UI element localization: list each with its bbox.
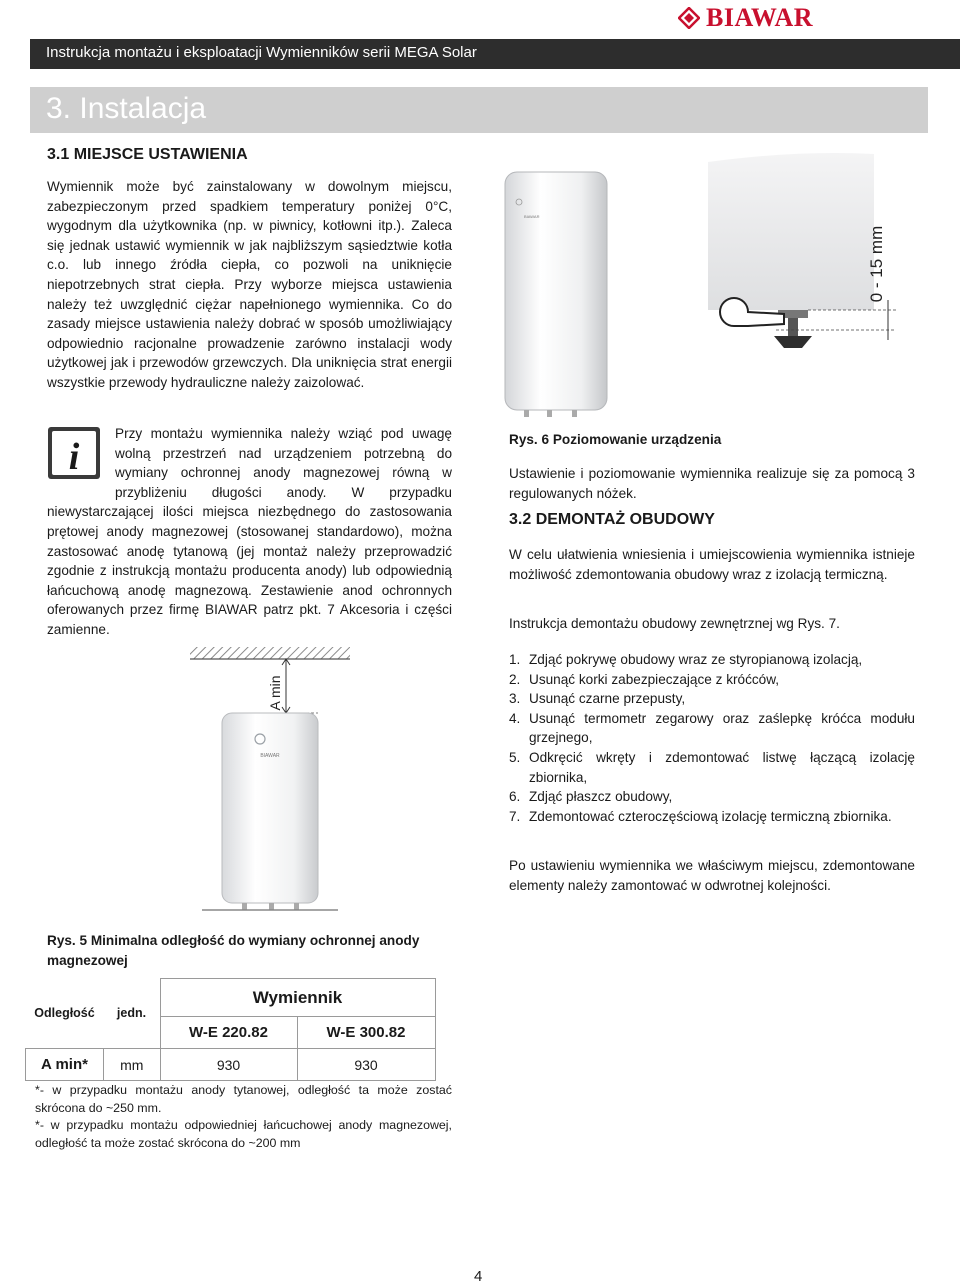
instruction-text: Instrukcja demontażu obudowy zewnętrznej wg Rys. 7. (509, 616, 840, 631)
disassembly-text: W celu ułatwienia wniesienia i umiejscowienia wymiennika istnieje możliwość zdemontowania obudowy wraz z izolacją termiczną. (509, 547, 915, 582)
section-title: 3. Instalacja (46, 92, 207, 125)
instruction-paragraph (509, 614, 915, 634)
tank-body (505, 172, 607, 410)
info-icon-letter: i (68, 436, 80, 478)
closing-paragraph (509, 856, 915, 895)
section-band (30, 87, 928, 133)
closing-text: Po ustawieniu wymiennika we właściwym miejscu, zdemontowane elementy należy zamontować w odwrotnej kolejności. (509, 858, 915, 893)
figure-5-caption: Rys. 5 Minimalna odległość do wymiany ochronnej anody magnezowej (47, 933, 420, 968)
page-number: 4 (474, 1268, 483, 1285)
placement-text: Wymiennik może być zainstalowany w dowolnym miejscu, zabezpieczonym przed spadkiem temperatury poniżej 0°C, wygodnym dla użytkownika (np. w piwnicy, kotłowni itp.). Zaleca się jednak ustawić wymiennik w jak najbliższym sąsiedztwie kotła c.o. lub innego źródła ciepła, co pozwoli na uniknięcie niepotrzebnych strat ciepła. Przy wyborze miejsca ustawienia należy też uwzględnić ciężar napełnionego wymiennika. Co do zasady miejsce ustawienia należy dobrać w sposób umożliwiający odpowiednio racjonalne prowadzenie zarówno instalacji wody użytkowej jak i przewodów grzewczych. Dla uniknięcia strat energii wszystkie przewody hydrauliczne należy zaizolować. (47, 179, 452, 390)
foot-screw (788, 318, 798, 336)
disassembly-paragraph (509, 545, 915, 584)
info-note (47, 424, 452, 640)
tank-brand-label: BIAWAR (260, 753, 280, 759)
list-item: 6. Zdjąć płaszcz obudowy, (509, 789, 673, 805)
list-item: 3. Usunąć czarne przepusty, (509, 691, 686, 707)
group-header: Wymiennik (160, 979, 435, 1017)
row-unit: mm (104, 1049, 161, 1081)
figure-5-anode-clearance (190, 645, 350, 920)
model-2-header: W-E 300.82 (297, 1017, 435, 1049)
footnote-titanium: *- w przypadku montażu anody tytanowej, odległość ta może zostać skrócona do ~250 mm. (35, 1083, 452, 1115)
figure-6-caption (509, 432, 721, 447)
biawar-logo (678, 4, 868, 32)
section-3-2-heading: 3.2 DEMONTAŻ OBUDOWY (509, 511, 715, 528)
list-item: 7. Zdemontować czteroczęściową izolację termiczną zbiornika. (509, 808, 892, 824)
model-1-header: W-E 220.82 (160, 1017, 297, 1049)
row-value-2: 930 (297, 1049, 435, 1081)
col-unit-header: jedn. (116, 1006, 147, 1021)
list-item: 2. Usunąć korki zabezpieczające z króćców, (509, 671, 780, 687)
tank-body (222, 713, 318, 903)
document-header-bar (30, 39, 960, 69)
a-min-label: A min (267, 675, 283, 711)
anode-clearance-table (25, 978, 436, 1081)
section-3-1-heading: 3.1 MIEJSCE USTAWIENIA (47, 146, 248, 163)
list-item: 5. Odkręcić wkręty i zdemontować listwę łączącą izolację zbiornika, (509, 749, 915, 785)
brand-name: BIAWAR (706, 3, 814, 32)
figure-6-caption-label: Rys. 6 (509, 432, 550, 447)
diamond-logo-icon (678, 7, 700, 29)
footnote-chain: *- w przypadku montażu odpowiedniej łańcuchowej anody magnezowej, odległość ta może zostać skrócona do ~200 mm (35, 1118, 452, 1150)
row-value-1: 930 (160, 1049, 297, 1081)
leveling-paragraph (509, 464, 915, 503)
document-title: Instrukcja montażu i eksploatacji Wymienników serii MEGA Solar (46, 44, 477, 61)
info-text: Przy montażu wymiennika należy wziąć pod uwagę wolną przestrzeń nad urządzeniem potrzebną do wymiany ochronnej anody magnezowej równą w przybliżeniu długości anody. W przypadku niewystarczającej ilości miejsca niezbędnego do zastosowania prętowej anody magnezowej (stosowanej standardowo), można zastosować anodę tytanową (jej montaż należy przeprowadzić zgodnie z instrukcją montażu producenta anody) lub odpowiednią łańcuchową anodę magnezową. Zestawienie anod ochronnych oferowanych przez firmę BIAWAR patrz pkt. 7 Akcesoria i części zamienne. (47, 426, 452, 637)
ceiling-hatch (190, 647, 350, 659)
info-icon (47, 426, 101, 480)
figure-6-leveling (496, 150, 928, 422)
tank-brand-label: BIAWAR (524, 214, 540, 219)
col-distance-header: Odległość (34, 1006, 95, 1021)
foot-base (774, 336, 812, 348)
level-range-label: 0 - 15 mm (867, 225, 886, 303)
list-item: 1. Zdjąć pokrywę obudowy wraz ze styropianową izolacją, (509, 652, 863, 667)
row-label: A min* (26, 1049, 104, 1081)
leveling-text: Ustawienie i poziomowanie wymiennika realizuje się za pomocą 3 regulowanych nóżek. (509, 466, 915, 501)
table-footnotes (35, 1082, 452, 1152)
placement-paragraph (47, 177, 452, 393)
figure-6-caption-text: Poziomowanie urządzenia (552, 432, 722, 447)
disassembly-steps (509, 650, 915, 826)
list-item: 4. Usunąć termometr zegarowy oraz zaślepkę króćca modułu grzejnego, (509, 710, 915, 746)
tank-detail-zoom (708, 153, 874, 310)
